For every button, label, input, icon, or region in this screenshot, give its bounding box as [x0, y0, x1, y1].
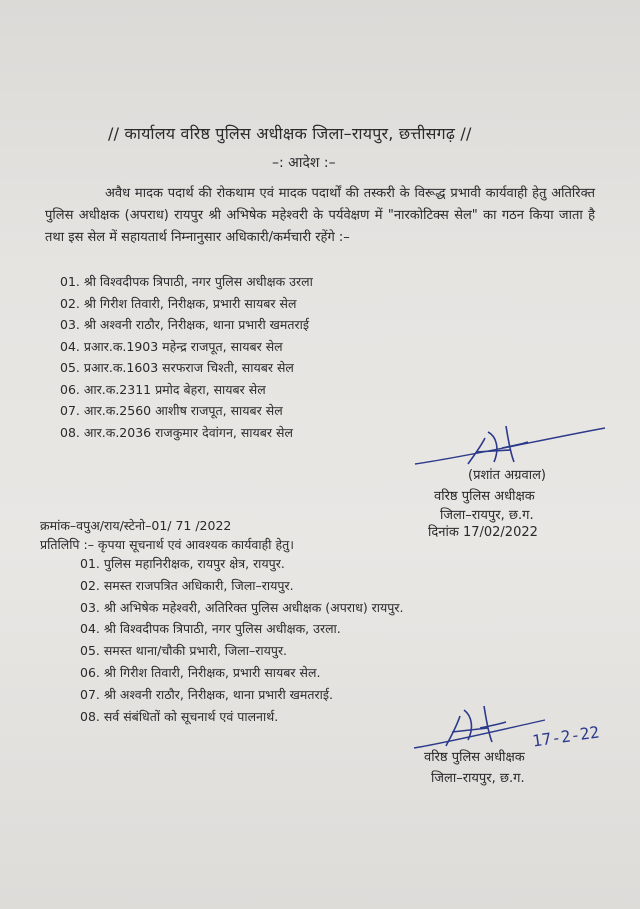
list-item: 03. श्री अश्वनी राठौर, निरीक्षक, थाना प्रभारी खमतराई [60, 317, 309, 332]
signatory-name: (प्रशांत अग्रवाल) [468, 468, 546, 483]
reference-number: क्रमांक–वपुअ/राय/स्टेनो–01/ 71 /2022 [40, 518, 232, 533]
list-item: 07. श्री अश्वनी राठौर, निरीक्षक, थाना प्रभारी खमतराई. [80, 686, 333, 702]
list-item: 07. आर.क.2560 आशीष राजपूत, सायबर सेल [60, 403, 283, 418]
order-heading: –: आदेश :– [272, 155, 336, 171]
list-item: 03. श्री अभिषेक महेश्वरी, अतिरिक्त पुलिस अधीक्षक (अपराध) रायपुर. [80, 599, 404, 615]
order-paragraph: अवैध मादक पदार्थ की रोकथाम एवं मादक पदार्थों की तस्करी के विरूद्ध प्रभावी कार्यवाही हेतु अतिरिक्त पुलिस अधीक्षक (अपराध) रायपुर श्री अभिषेक महेश्वरी के पर्यवेक्षण में "नारकोटिक्स सेल" का गठन किया जाता है तथा इस सेल में सहायतार्थ निम्नानुसार अधिकारी/कर्मचारी रहेंगे :– [45, 186, 595, 245]
signatory-place: जिला–रायपुर, छ.ग. [440, 508, 534, 523]
list-item: 05. समस्त थाना/चौकी प्रभारी, जिला–रायपुर. [80, 643, 288, 659]
signatory2-place: जिला–रायपुर, छ.ग. [431, 771, 525, 786]
list-item: 06. आर.क.2311 प्रमोद बेहरा, सायबर सेल [60, 381, 266, 397]
office-title: // कार्यालय वरिष्ठ पुलिस अधीक्षक जिला–रायपुर, छत्तीसगढ़ // [108, 124, 472, 143]
copies-list [80, 553, 403, 727]
list-item: 04. प्रआर.क.1903 महेन्द्र राजपूत, सायबर सेल [60, 338, 283, 354]
list-item: 08. आर.क.2036 राजकुमार देवांगन, सायबर सेल [60, 424, 293, 440]
handwritten-date: 17-2-22 [531, 722, 601, 751]
list-item: 08. सर्व संबंधितों को सूचनार्थ एवं पालनार्थ. [80, 708, 279, 724]
signatory-designation: वरिष्ठ पुलिस अधीक्षक [434, 489, 535, 504]
signatory2-designation: वरिष्ठ पुलिस अधीक्षक [424, 750, 525, 765]
list-item: 01. श्री विश्वदीपक त्रिपाठी, नगर पुलिस अधीक्षक उरला [60, 274, 313, 289]
signatory-date: दिनांक 17/02/2022 [428, 525, 538, 540]
list-item: 06. श्री गिरीश तिवारी, निरीक्षक, प्रभारी सायबर सेल. [80, 664, 321, 680]
list-item: 01. पुलिस महानिरीक्षक, रायपुर क्षेत्र, रायपुर. [80, 556, 285, 571]
list-item: 05. प्रआर.क.1603 सरफराज चिश्ती, सायबर सेल [60, 360, 294, 375]
members-list [60, 271, 313, 443]
copy-label: प्रतिलिपि :– कृपया सूचनार्थ एवं आवश्यक कार्यवाही हेतु। [40, 537, 294, 552]
list-item: 04. श्री विश्वदीपक त्रिपाठी, नगर पुलिस अधीक्षक, उरला. [80, 621, 341, 637]
list-item: 02. श्री गिरीश तिवारी, निरीक्षक, प्रभारी सायबर सेल [60, 295, 297, 311]
list-item: 02. समस्त राजपत्रित अधिकारी, जिला–रायपुर. [80, 577, 294, 593]
